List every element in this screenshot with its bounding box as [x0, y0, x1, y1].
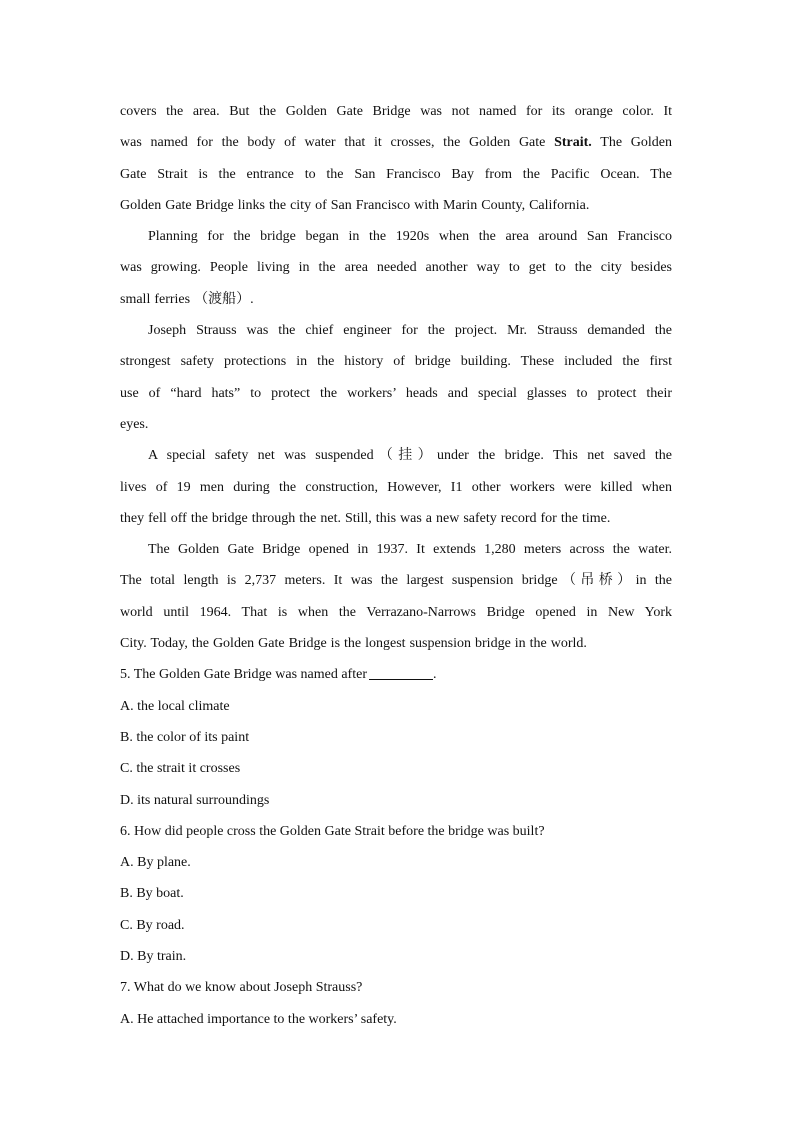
p5-line-4: City. Today, the Golden Gate Bridge is the longest suspension bridge in the world. [120, 636, 587, 652]
question-6-option-a: A. By plane. [120, 855, 191, 871]
strait-bold-word: Strait. [554, 135, 592, 151]
p4-line-1: A special safety net was suspended（挂）under the bridge. This net saved the [148, 448, 672, 464]
p1-line-2-text-b: The Golden [591, 135, 672, 151]
question-6-option-c: C. By road. [120, 917, 185, 933]
p5-line-1: The Golden Gate Bridge opened in 1937. It extends 1,280 meters across the water. [148, 542, 672, 558]
question-5-option-d: D. its natural surroundings [120, 792, 270, 808]
p2-line-3: small ferries （渡船）. [120, 291, 254, 307]
document-page [120, 96, 672, 1035]
question-5-option-a: A. the local climate [120, 698, 230, 714]
question-5-stem-text: 5. The Golden Gate Bridge was named after [120, 667, 367, 683]
p4-line-3: they fell off the bridge through the net. Still, this was a new safety record for the time. [120, 510, 611, 526]
question-6-option-d: D. By train. [120, 949, 187, 965]
p3-line-2: strongest safety protections in the history of bridge building. These included the first [120, 354, 672, 370]
p1-line-2 [120, 127, 672, 158]
question-5-option-b: B. the color of its paint [120, 729, 250, 745]
p1-line-4: Golden Gate Bridge links the city of San Francisco with Marin County, California. [120, 197, 590, 213]
question-7-stem: 7. What do we know about Joseph Strauss? [120, 980, 363, 996]
question-5-stem [120, 659, 672, 690]
p4-line-2: lives of 19 men during the construction, However, I1 other workers were killed when [120, 479, 672, 495]
p1-line-1: covers the area. But the Golden Gate Bridge was not named for its orange color. It [120, 104, 672, 119]
p5-line-2: The total length is 2,737 meters. It was the largest suspension bridge（吊桥）in the [120, 573, 672, 589]
question-5-option-c: C. the strait it crosses [120, 761, 241, 777]
p3-line-3: use of “hard hats” to protect the workers’ heads and special glasses to protect their [120, 385, 672, 401]
p1-line-3: Gate Strait is the entrance to the San Francisco Bay from the Pacific Ocean. The [120, 166, 672, 182]
answer-blank [369, 661, 433, 680]
p3-line-1: Joseph Strauss was the chief engineer for the project. Mr. Strauss demanded the [148, 323, 672, 339]
question-5-stem-end: . [433, 667, 437, 683]
p3-line-4: eyes. [120, 416, 149, 432]
question-6-option-b: B. By boat. [120, 886, 184, 902]
p5-line-3: world until 1964. That is when the Verrazano-Narrows Bridge opened in New York [120, 604, 672, 620]
p2-line-1: Planning for the bridge began in the 1920s when the area around San Francisco [148, 229, 672, 245]
question-6-stem: 6. How did people cross the Golden Gate Strait before the bridge was built? [120, 823, 545, 839]
p2-line-2: was growing. People living in the area needed another way to get to the city besides [120, 260, 672, 276]
p1-line-2-text-a: was named for the body of water that it crosses, the Golden Gate [120, 135, 555, 151]
question-7-option-a: A. He attached importance to the workers’ safety. [120, 1011, 397, 1027]
